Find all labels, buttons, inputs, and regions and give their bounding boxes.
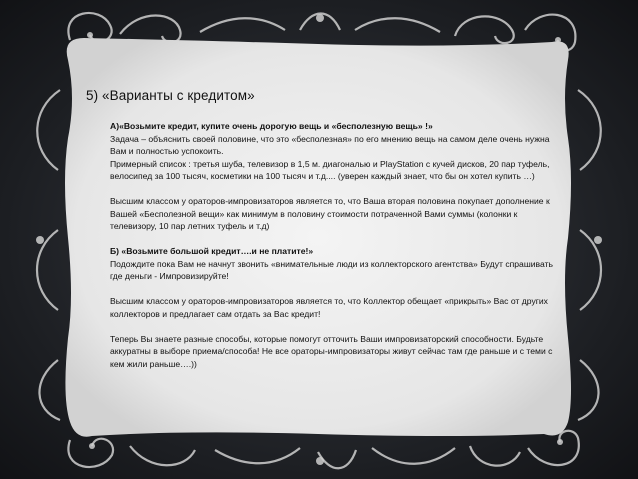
paragraph-heading-b: Б) «Возьмите большой кредит….и не платите!» <box>110 246 314 256</box>
paragraph-collectors: Подождите пока Вам не начнут звонить «внимательные люди из коллекторского агентства» Будут спрашивать где деньги - Импровизируйте! <box>110 258 553 281</box>
ornament-swirl-bottom-left <box>68 439 113 467</box>
paragraph-gap <box>110 233 558 246</box>
slide-title: 5) «Варианты с кредитом» <box>86 88 255 103</box>
paragraph-master-class-b: Высшим классом у ораторов-импровизаторов является то, что Коллектор обещает «прикрыть» Вас от других коллекторов и предлагает сам отдать за Вас кредит! <box>110 296 548 319</box>
paragraph-heading-a: А)«Возьмите кредит, купите очень дорогую вещь и «бесполезную вещь» !» <box>110 121 433 131</box>
paragraph-conclusion: Теперь Вы знаете разные способы, которые помогут отточить Ваши импровизаторский способности. Будьте аккуратны в выборе приема/способа! Не все ораторы-импровизаторы живут сейчас там где раньше и с теми с кем жили раньше….)) <box>110 333 553 369</box>
paragraph-task: Задача – объяснить своей половине, что это «бесполезная» по его мнению вещь на самом деле очень нужна Вам и полностью успокоить. <box>110 133 550 156</box>
paragraph-gap <box>110 320 558 333</box>
slide-body <box>110 120 558 370</box>
paragraph-gap <box>110 183 558 196</box>
paragraph-gap <box>110 283 558 296</box>
paragraph-example-list: Примерный список : третья шуба, телевизор в 1,5 м. диагональю и PlayStation с кучей дисков, 20 пар туфель, велосипед за 100 тысяч, косметики на 100 тысяч и т.д.... (уверен каждый знает, что бы он хотел купить …) <box>110 158 550 181</box>
slide-panel <box>62 38 574 440</box>
paragraph-master-class-a: Высшим классом у ораторов-импровизаторов является то, что Ваша вторая половина покупает дополнение к Вашей «Бесполезной вещи» как минимум в половину стоимости потраченной Вами суммы (колонки к телевизору, 10 пар летних туфель и т.д) <box>110 196 550 231</box>
